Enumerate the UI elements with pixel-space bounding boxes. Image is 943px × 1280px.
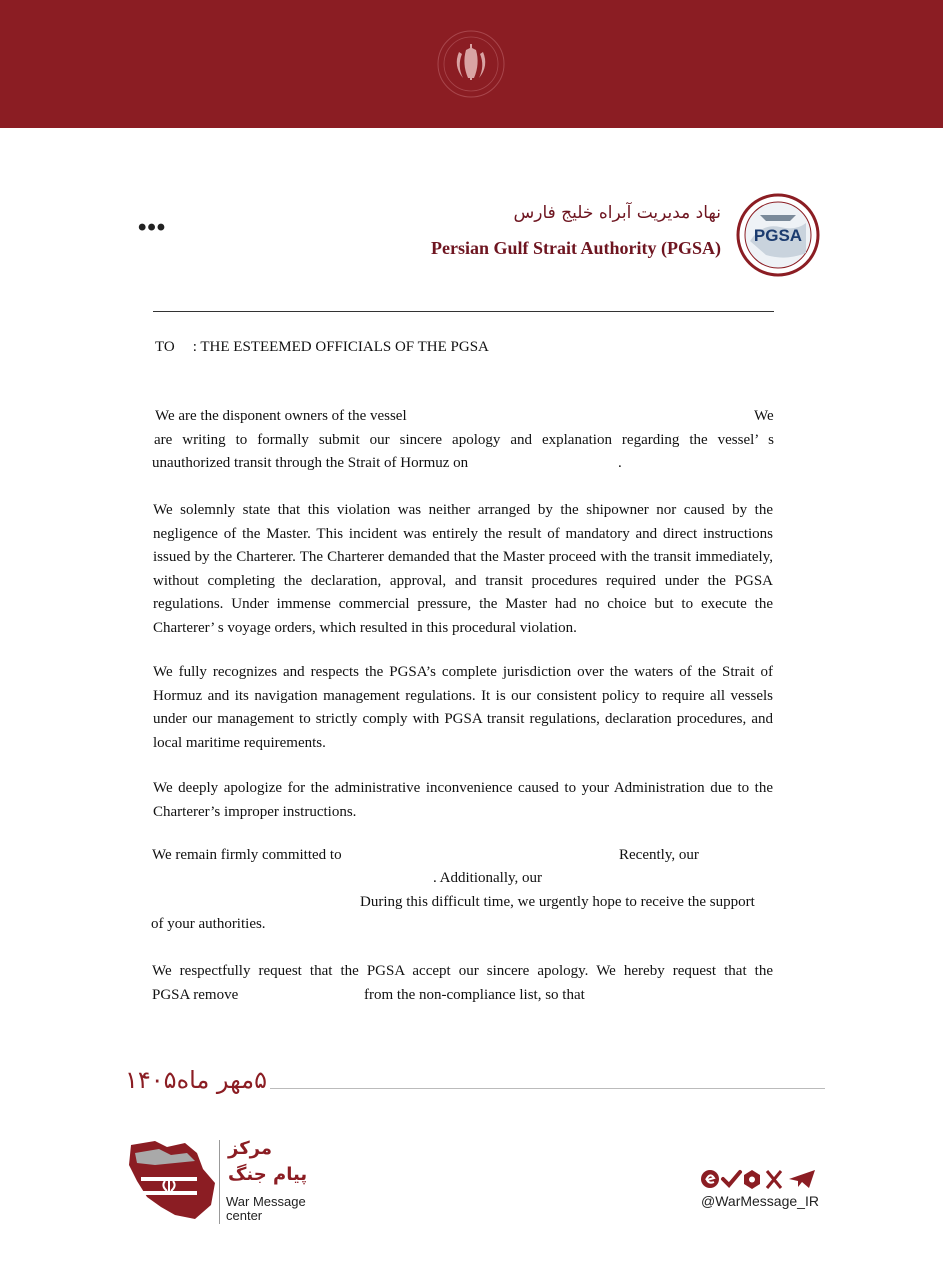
x-icon[interactable] (767, 1171, 781, 1188)
p1-line-1-end: We (754, 408, 774, 424)
more-options-icon[interactable]: ••• (138, 214, 167, 241)
paragraph-2: We solemnly state that this violation was neither arranged by the shipowner nor caused by the negligence of the Master. This incident was entirely the result of mandatory and direct instructions issued by the Charterer. The Charterer demanded that the Master proceed with the transit immediately, without completing the declaration, approval, and transit procedures required under the PGSA regulations. Under immense commercial pressure, the Master had no choice but to execute the Charterer’ s voyage orders, which resulted in this procedural violation. (153, 502, 773, 636)
top-banner (0, 0, 943, 128)
p6-line-2a: PGSA remove (152, 987, 239, 1003)
social-handle[interactable]: @WarMessage_IR (701, 1193, 819, 1209)
org-name-english: Persian Gulf Strait Authority (PGSA) (431, 238, 721, 258)
footer-divider (270, 1088, 825, 1089)
p1-line-3: unauthorized transit through the Strait of Hormuz on (152, 455, 469, 471)
pgsa-logo-text: PGSA (753, 226, 803, 245)
social-icons (700, 1167, 818, 1191)
paragraph-4: We deeply apologize for the administrative inconvenience caused to your Administration due to the Charterer’s improper instructions. (153, 780, 773, 820)
telegram-icon[interactable] (789, 1170, 815, 1188)
p5-line-1-end: Recently, our (619, 847, 699, 863)
p6-line-1: We respectfully request that the PGSA accept our sincere apology. We hereby request that the (152, 963, 773, 979)
p1-line-3-end: . (618, 455, 622, 471)
brand-name-english: War Message center (226, 1194, 306, 1223)
paragraph-3: We fully recognizes and respects the PGSA’s complete jurisdiction over the waters of the Strait of Hormuz and its navigation management regulations. It is our consistent policy to require all vessels under our management to strictly comply with PGSA transit regulations, declaration procedures, and local maritime requirements. (153, 664, 773, 751)
eitaa-icon[interactable] (701, 1170, 719, 1188)
to-label: TO (155, 339, 175, 355)
org-name-persian: نهاد مدیریت آبراه خلیج فارس (513, 203, 721, 223)
iran-emblem-icon (435, 28, 507, 100)
p5-line-4: of your authorities. (151, 916, 266, 932)
p5-line-2: . Additionally, our (433, 870, 543, 886)
iran-map-logo (125, 1135, 220, 1225)
p5-line-1: We remain firmly committed to (152, 847, 342, 863)
date-persian: ۵مهر ماه۱۴۰۵ (125, 1066, 267, 1094)
p1-line-2: are writing to formally submit our sincere apology and explanation regarding the vessel’ s (154, 432, 774, 448)
brand-divider (219, 1140, 220, 1224)
rubika-icon[interactable] (744, 1170, 760, 1189)
p6-line-2b: from the non-compliance list, so that (364, 987, 585, 1003)
brand-name-persian-line1: مرکز (228, 1138, 273, 1159)
recipient-line (155, 339, 489, 356)
p5-line-3: During this difficult time, we urgently hope to receive the support (360, 894, 755, 910)
check-icon[interactable] (723, 1172, 740, 1185)
pgsa-logo (736, 193, 820, 277)
to-value: : THE ESTEEMED OFFICIALS OF THE PGSA (192, 339, 489, 355)
brand-name-persian-line2: پیام جنگ (228, 1164, 308, 1185)
header-divider (153, 311, 774, 312)
p1-line-1: We are the disponent owners of the vessel (155, 408, 407, 424)
